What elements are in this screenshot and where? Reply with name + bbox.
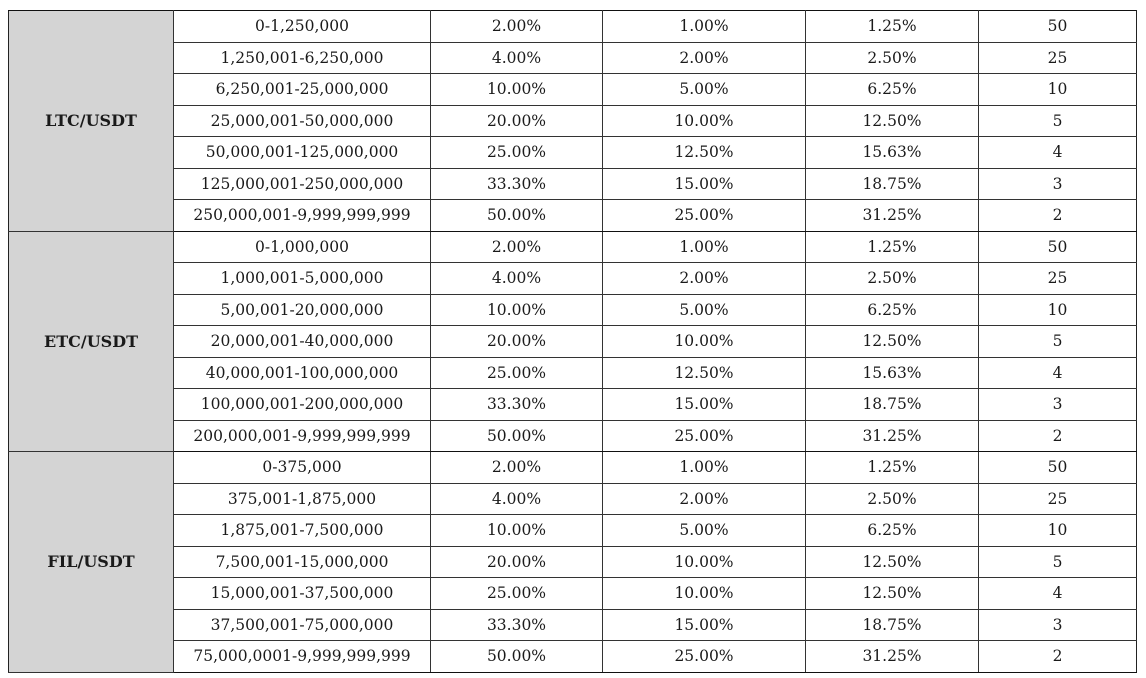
position-range-cell: 20,000,001-40,000,000 — [174, 326, 431, 358]
maintenance-margin-cell: 25.00% — [603, 641, 806, 673]
maintenance-margin-cell: 15.00% — [603, 389, 806, 421]
initial-margin-cell: 4.00% — [431, 42, 603, 74]
max-leverage-cell: 2 — [979, 641, 1137, 673]
initial-margin-cell: 50.00% — [431, 200, 603, 232]
table-row — [9, 357, 1137, 389]
max-leverage-cell: 25 — [979, 483, 1137, 515]
liquidation-rate-cell: 12.50% — [806, 326, 979, 358]
maintenance-margin-cell: 2.00% — [603, 483, 806, 515]
position-range-cell: 100,000,001-200,000,000 — [174, 389, 431, 421]
liquidation-rate-cell: 6.25% — [806, 74, 979, 106]
trading-pair-cell: LTC/USDT — [9, 11, 174, 232]
table-row — [9, 641, 1137, 673]
position-range-cell: 0-1,000,000 — [174, 231, 431, 263]
position-range-cell: 6,250,001-25,000,000 — [174, 74, 431, 106]
initial-margin-cell: 10.00% — [431, 515, 603, 547]
maintenance-margin-cell: 1.00% — [603, 231, 806, 263]
position-range-cell: 1,000,001-5,000,000 — [174, 263, 431, 295]
liquidation-rate-cell: 12.50% — [806, 105, 979, 137]
position-range-cell: 1,250,001-6,250,000 — [174, 42, 431, 74]
maintenance-margin-cell: 10.00% — [603, 578, 806, 610]
liquidation-rate-cell: 1.25% — [806, 231, 979, 263]
max-leverage-cell: 50 — [979, 11, 1137, 43]
maintenance-margin-cell: 25.00% — [603, 420, 806, 452]
table-row — [9, 420, 1137, 452]
maintenance-margin-cell: 15.00% — [603, 168, 806, 200]
position-range-cell: 50,000,001-125,000,000 — [174, 137, 431, 169]
table-row — [9, 11, 1137, 43]
maintenance-margin-cell: 5.00% — [603, 294, 806, 326]
max-leverage-cell: 25 — [979, 263, 1137, 295]
max-leverage-cell: 3 — [979, 168, 1137, 200]
position-range-cell: 7,500,001-15,000,000 — [174, 546, 431, 578]
max-leverage-cell: 4 — [979, 578, 1137, 610]
liquidation-rate-cell: 18.75% — [806, 609, 979, 641]
max-leverage-cell: 5 — [979, 546, 1137, 578]
max-leverage-cell: 5 — [979, 105, 1137, 137]
position-range-cell: 75,000,0001-9,999,999,999 — [174, 641, 431, 673]
margin-tier-table — [8, 10, 1137, 673]
max-leverage-cell: 50 — [979, 452, 1137, 484]
position-range-cell: 0-375,000 — [174, 452, 431, 484]
max-leverage-cell: 3 — [979, 389, 1137, 421]
position-range-cell: 200,000,001-9,999,999,999 — [174, 420, 431, 452]
maintenance-margin-cell: 10.00% — [603, 105, 806, 137]
margin-tier-table-container — [8, 10, 1136, 673]
max-leverage-cell: 50 — [979, 231, 1137, 263]
table-row — [9, 200, 1137, 232]
position-range-cell: 250,000,001-9,999,999,999 — [174, 200, 431, 232]
liquidation-rate-cell: 6.25% — [806, 294, 979, 326]
position-range-cell: 1,875,001-7,500,000 — [174, 515, 431, 547]
initial-margin-cell: 20.00% — [431, 105, 603, 137]
table-row — [9, 389, 1137, 421]
maintenance-margin-cell: 15.00% — [603, 609, 806, 641]
initial-margin-cell: 33.30% — [431, 609, 603, 641]
maintenance-margin-cell: 25.00% — [603, 200, 806, 232]
position-range-cell: 125,000,001-250,000,000 — [174, 168, 431, 200]
initial-margin-cell: 50.00% — [431, 641, 603, 673]
max-leverage-cell: 4 — [979, 137, 1137, 169]
liquidation-rate-cell: 31.25% — [806, 641, 979, 673]
max-leverage-cell: 3 — [979, 609, 1137, 641]
liquidation-rate-cell: 31.25% — [806, 200, 979, 232]
max-leverage-cell: 2 — [979, 200, 1137, 232]
maintenance-margin-cell: 12.50% — [603, 357, 806, 389]
initial-margin-cell: 10.00% — [431, 294, 603, 326]
position-range-cell: 5,00,001-20,000,000 — [174, 294, 431, 326]
trading-pair-cell: FIL/USDT — [9, 452, 174, 673]
max-leverage-cell: 2 — [979, 420, 1137, 452]
table-row — [9, 515, 1137, 547]
maintenance-margin-cell: 1.00% — [603, 452, 806, 484]
initial-margin-cell: 2.00% — [431, 452, 603, 484]
initial-margin-cell: 10.00% — [431, 74, 603, 106]
position-range-cell: 25,000,001-50,000,000 — [174, 105, 431, 137]
maintenance-margin-cell: 5.00% — [603, 74, 806, 106]
table-row — [9, 263, 1137, 295]
liquidation-rate-cell: 2.50% — [806, 263, 979, 295]
liquidation-rate-cell: 1.25% — [806, 11, 979, 43]
liquidation-rate-cell: 6.25% — [806, 515, 979, 547]
initial-margin-cell: 25.00% — [431, 137, 603, 169]
liquidation-rate-cell: 2.50% — [806, 42, 979, 74]
position-range-cell: 375,001-1,875,000 — [174, 483, 431, 515]
table-row — [9, 452, 1137, 484]
table-row — [9, 137, 1137, 169]
liquidation-rate-cell: 18.75% — [806, 168, 979, 200]
liquidation-rate-cell: 15.63% — [806, 357, 979, 389]
initial-margin-cell: 50.00% — [431, 420, 603, 452]
maintenance-margin-cell: 1.00% — [603, 11, 806, 43]
liquidation-rate-cell: 2.50% — [806, 483, 979, 515]
initial-margin-cell: 4.00% — [431, 483, 603, 515]
initial-margin-cell: 25.00% — [431, 578, 603, 610]
table-row — [9, 74, 1137, 106]
liquidation-rate-cell: 18.75% — [806, 389, 979, 421]
liquidation-rate-cell: 12.50% — [806, 546, 979, 578]
max-leverage-cell: 5 — [979, 326, 1137, 358]
liquidation-rate-cell: 12.50% — [806, 578, 979, 610]
initial-margin-cell: 33.30% — [431, 168, 603, 200]
liquidation-rate-cell: 15.63% — [806, 137, 979, 169]
trading-pair-cell: ETC/USDT — [9, 231, 174, 452]
table-row — [9, 546, 1137, 578]
table-row — [9, 609, 1137, 641]
table-row — [9, 326, 1137, 358]
max-leverage-cell: 10 — [979, 515, 1137, 547]
initial-margin-cell: 20.00% — [431, 546, 603, 578]
table-row — [9, 231, 1137, 263]
initial-margin-cell: 2.00% — [431, 231, 603, 263]
table-row — [9, 483, 1137, 515]
position-range-cell: 0-1,250,000 — [174, 11, 431, 43]
maintenance-margin-cell: 5.00% — [603, 515, 806, 547]
maintenance-margin-cell: 2.00% — [603, 42, 806, 74]
max-leverage-cell: 10 — [979, 74, 1137, 106]
initial-margin-cell: 20.00% — [431, 326, 603, 358]
position-range-cell: 40,000,001-100,000,000 — [174, 357, 431, 389]
initial-margin-cell: 33.30% — [431, 389, 603, 421]
liquidation-rate-cell: 31.25% — [806, 420, 979, 452]
table-row — [9, 42, 1137, 74]
maintenance-margin-cell: 10.00% — [603, 546, 806, 578]
max-leverage-cell: 25 — [979, 42, 1137, 74]
max-leverage-cell: 10 — [979, 294, 1137, 326]
liquidation-rate-cell: 1.25% — [806, 452, 979, 484]
maintenance-margin-cell: 2.00% — [603, 263, 806, 295]
initial-margin-cell: 2.00% — [431, 11, 603, 43]
table-row — [9, 578, 1137, 610]
table-row — [9, 294, 1137, 326]
table-row — [9, 168, 1137, 200]
max-leverage-cell: 4 — [979, 357, 1137, 389]
initial-margin-cell: 4.00% — [431, 263, 603, 295]
maintenance-margin-cell: 10.00% — [603, 326, 806, 358]
position-range-cell: 37,500,001-75,000,000 — [174, 609, 431, 641]
position-range-cell: 15,000,001-37,500,000 — [174, 578, 431, 610]
table-row — [9, 105, 1137, 137]
table-body — [9, 11, 1137, 673]
maintenance-margin-cell: 12.50% — [603, 137, 806, 169]
initial-margin-cell: 25.00% — [431, 357, 603, 389]
